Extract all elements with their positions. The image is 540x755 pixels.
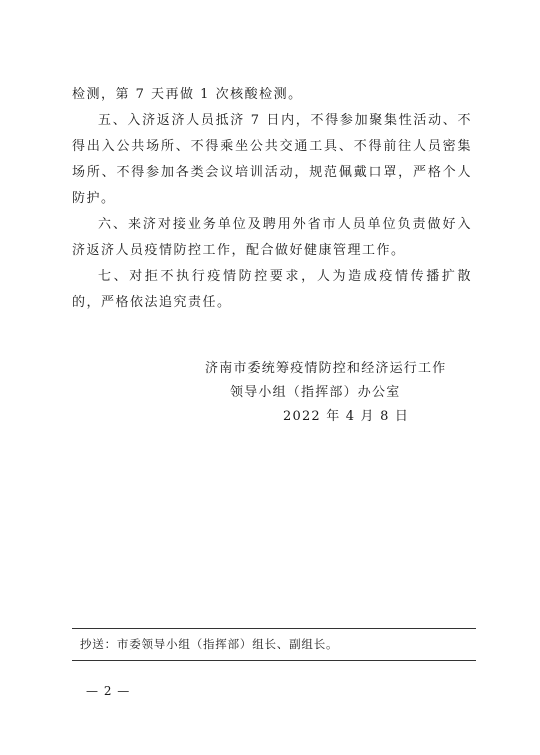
document-body bbox=[72, 82, 472, 316]
cc-note: 抄送：市委领导小组（指挥部）组长、副组长。 bbox=[80, 637, 339, 651]
signature-org-line-2: 领导小组（指挥部）办公室 bbox=[230, 385, 401, 400]
paragraph-item-5: 五、入济返济人员抵济 7 日内，不得参加聚集性活动、不得出入公共场所、不得乘坐公共交通工具、不得前往人员密集场所、不得参加各类会议培训活动，规范佩戴口罩，严格个人防护。 bbox=[72, 113, 472, 206]
cc-bottom-rule bbox=[72, 660, 476, 661]
signature-block bbox=[205, 357, 446, 429]
cc-top-rule bbox=[72, 628, 476, 629]
paragraph-item-6: 六、来济对接业务单位及聘用外省市人员单位负责做好入济返济人员疫情防控工作，配合做好健康管理工作。 bbox=[72, 217, 472, 258]
signature-date: 2022 年 4 月 8 日 bbox=[283, 409, 410, 424]
page-number: — 2 — bbox=[86, 684, 131, 698]
paragraph-item-7: 七、对拒不执行疫情防控要求，人为造成疫情传播扩散的，严格依法追究责任。 bbox=[72, 269, 472, 310]
signature-org-line-1: 济南市委统筹疫情防控和经济运行工作 bbox=[205, 361, 447, 376]
paragraph-continuation: 检测，第 7 天再做 1 次核酸检测。 bbox=[72, 87, 303, 102]
